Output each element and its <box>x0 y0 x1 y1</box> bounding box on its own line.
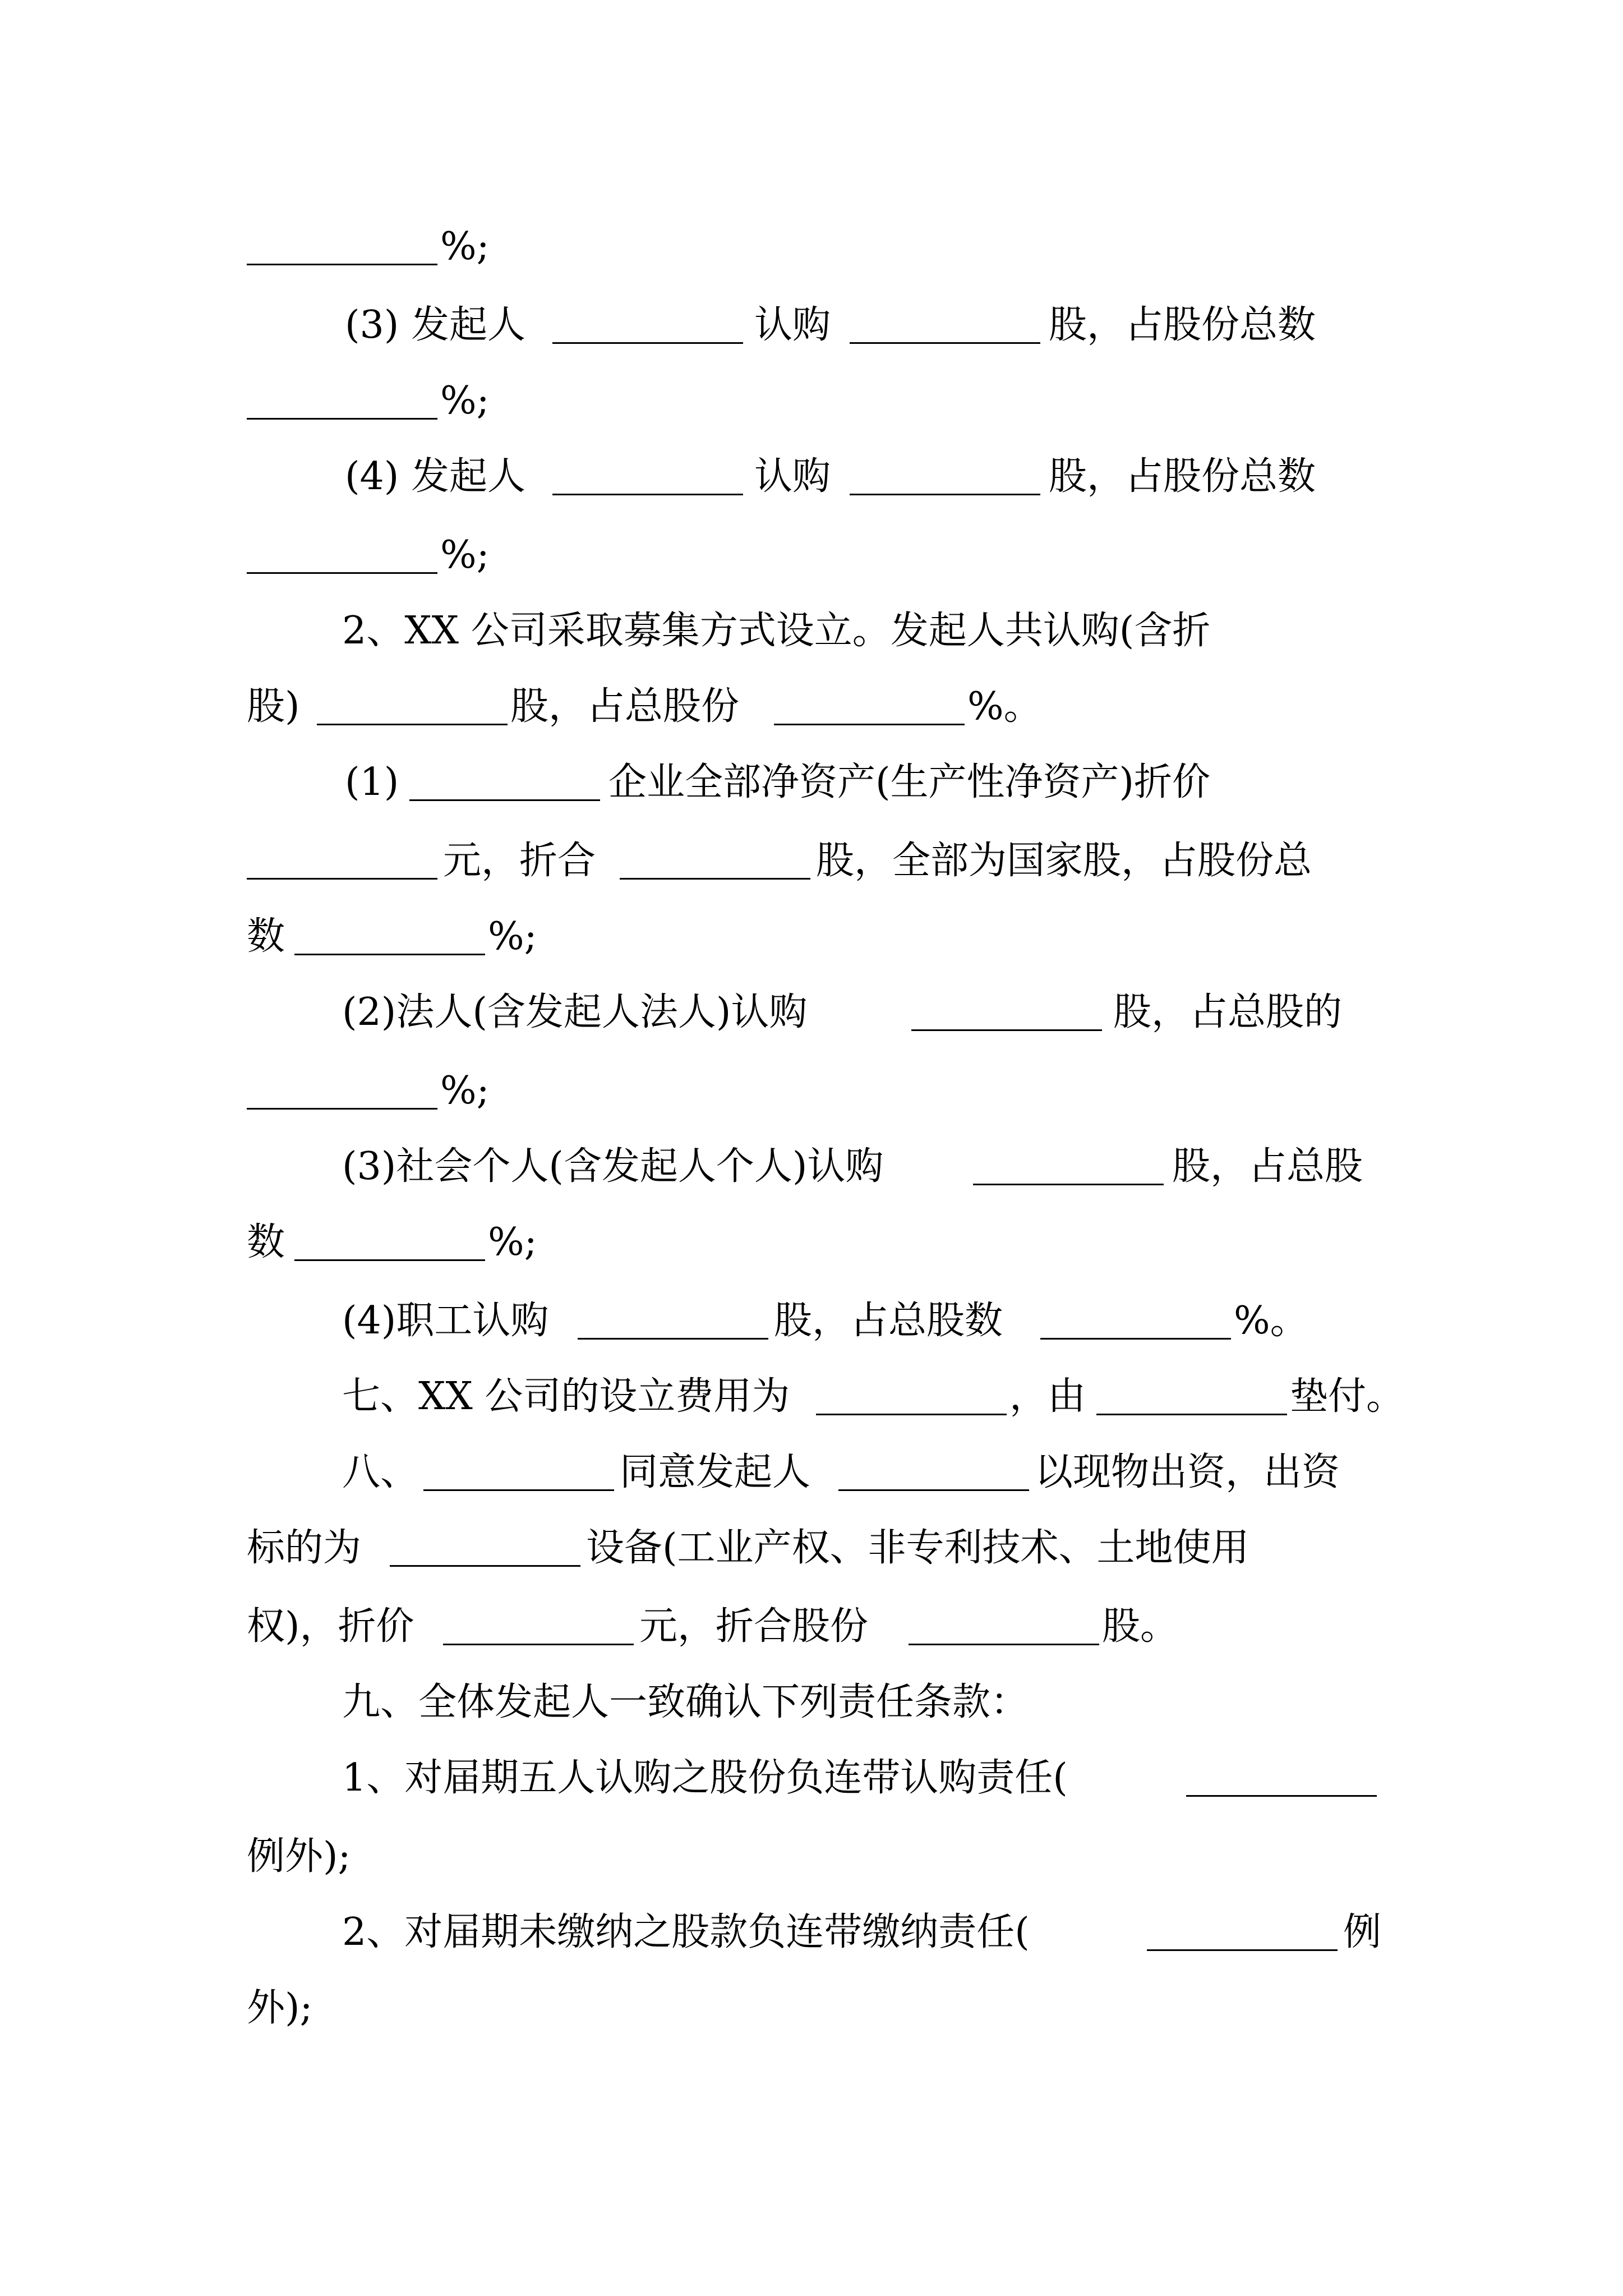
text-line <box>0 1052 1623 1130</box>
text-segment: 元，折合股份 <box>639 1604 869 1649</box>
text-segment: %; <box>488 1220 537 1264</box>
fill-blank <box>247 264 437 265</box>
text-segment: %; <box>440 533 490 577</box>
text-line <box>0 1663 1623 1742</box>
fill-blank <box>317 724 508 725</box>
text-segment: 股。 <box>1102 1604 1179 1649</box>
text-segment: 元，折合 <box>443 839 596 883</box>
text-line <box>0 1282 1623 1360</box>
text-segment: 1、对届期五人认购之股份负连带认购责任( <box>342 1756 1068 1800</box>
text-line <box>0 208 1623 286</box>
text-segment: 九、全体发起人一致确认下列责任条款： <box>342 1680 1029 1724</box>
fill-blank <box>774 724 965 725</box>
text-segment: (4) 发起人 <box>345 454 525 499</box>
text-segment: 例外); <box>247 1834 351 1879</box>
text-segment: 股，全部为国家股，占股份总 <box>816 839 1312 883</box>
fill-blank <box>1147 1949 1338 1951</box>
text-line <box>0 1128 1623 1206</box>
text-segment: %; <box>440 224 490 269</box>
fill-blank <box>1186 1795 1377 1797</box>
text-segment: 股) <box>247 684 300 729</box>
text-segment: 垫付。 <box>1290 1374 1405 1419</box>
text-line <box>0 1969 1623 2047</box>
fill-blank <box>247 1108 437 1110</box>
text-segment: (4)职工认购 <box>342 1299 549 1343</box>
text-segment: %; <box>488 914 537 959</box>
text-segment: (1) <box>345 760 399 804</box>
text-segment: 认购 <box>754 303 831 347</box>
fill-blank <box>973 1184 1164 1185</box>
fill-blank <box>552 342 743 344</box>
text-line <box>0 1358 1623 1436</box>
fill-blank <box>294 1259 485 1261</box>
text-line <box>0 743 1623 822</box>
text-segment: 股，占总股数 <box>774 1299 1003 1343</box>
text-segment: 八、 <box>342 1450 419 1494</box>
text-segment: 以现物出资，出资 <box>1035 1450 1340 1494</box>
text-segment: %。 <box>1234 1299 1308 1343</box>
fill-blank <box>816 1414 1007 1415</box>
fill-blank <box>911 1029 1102 1031</box>
text-segment: 数 <box>247 1220 285 1264</box>
text-line <box>0 592 1623 670</box>
text-line <box>0 516 1623 595</box>
fill-blank <box>909 1644 1099 1645</box>
fill-blank <box>443 1644 634 1645</box>
text-line <box>0 438 1623 516</box>
text-segment: 2、对届期未缴纳之股款负连带缴纳责任( <box>342 1910 1030 1954</box>
text-segment: 股，占总股 <box>1172 1144 1363 1189</box>
fill-blank <box>850 342 1040 344</box>
text-line <box>0 1818 1623 1896</box>
text-segment: 权)，折价 <box>247 1604 414 1649</box>
text-line <box>0 1509 1623 1588</box>
fill-blank <box>1040 1338 1231 1340</box>
text-segment: (2)法人(含发起人法人)认购 <box>342 990 808 1034</box>
text-segment: 企业全部净资产(生产性净资产)折价 <box>608 760 1211 804</box>
text-segment: ，由 <box>1009 1374 1086 1419</box>
text-segment: 数 <box>247 914 285 959</box>
text-segment: %; <box>440 379 490 423</box>
text-segment: 股，占总股份 <box>510 684 740 729</box>
text-line <box>0 1739 1623 1818</box>
text-segment: 标的为 <box>247 1526 362 1570</box>
text-segment: 股，占总股的 <box>1113 990 1343 1034</box>
text-segment: 同意发起人 <box>620 1450 811 1494</box>
text-segment: 设备(工业产权、非专利技术、土地使用 <box>586 1526 1249 1570</box>
text-segment: 外); <box>247 1986 313 2030</box>
text-line <box>0 1203 1623 1282</box>
fill-blank <box>578 1338 768 1340</box>
text-line <box>0 1893 1623 1972</box>
text-segment: (3)社会个人(含发起人个人)认购 <box>342 1144 884 1189</box>
text-segment: 例 <box>1343 1910 1382 1954</box>
text-line <box>0 286 1623 365</box>
text-segment: 认购 <box>754 454 831 499</box>
text-segment: 七、XX 公司的设立费用为 <box>342 1374 790 1419</box>
fill-blank <box>552 494 743 495</box>
fill-blank <box>838 1489 1029 1491</box>
fill-blank <box>620 878 810 880</box>
fill-blank <box>1096 1414 1287 1415</box>
fill-blank <box>247 572 437 574</box>
text-line <box>0 1433 1623 1512</box>
text-segment: 股，占股份总数 <box>1049 454 1316 499</box>
text-line <box>0 362 1623 440</box>
text-segment: 股，占股份总数 <box>1049 303 1316 347</box>
fill-blank <box>247 418 437 420</box>
text-segment: (3) 发起人 <box>345 303 525 347</box>
text-line <box>0 898 1623 976</box>
fill-blank <box>409 799 600 801</box>
text-line <box>0 822 1623 900</box>
fill-blank <box>423 1489 614 1491</box>
text-line <box>0 973 1623 1052</box>
fill-blank <box>390 1565 580 1567</box>
text-segment: %。 <box>967 684 1042 729</box>
fill-blank <box>850 494 1040 495</box>
text-line <box>0 668 1623 746</box>
text-segment: 2、XX 公司采取募集方式设立。发起人共认购(含折 <box>342 609 1211 653</box>
fill-blank <box>247 878 437 880</box>
text-segment: %; <box>440 1069 490 1113</box>
fill-blank <box>294 954 485 955</box>
text-line <box>0 1588 1623 1666</box>
